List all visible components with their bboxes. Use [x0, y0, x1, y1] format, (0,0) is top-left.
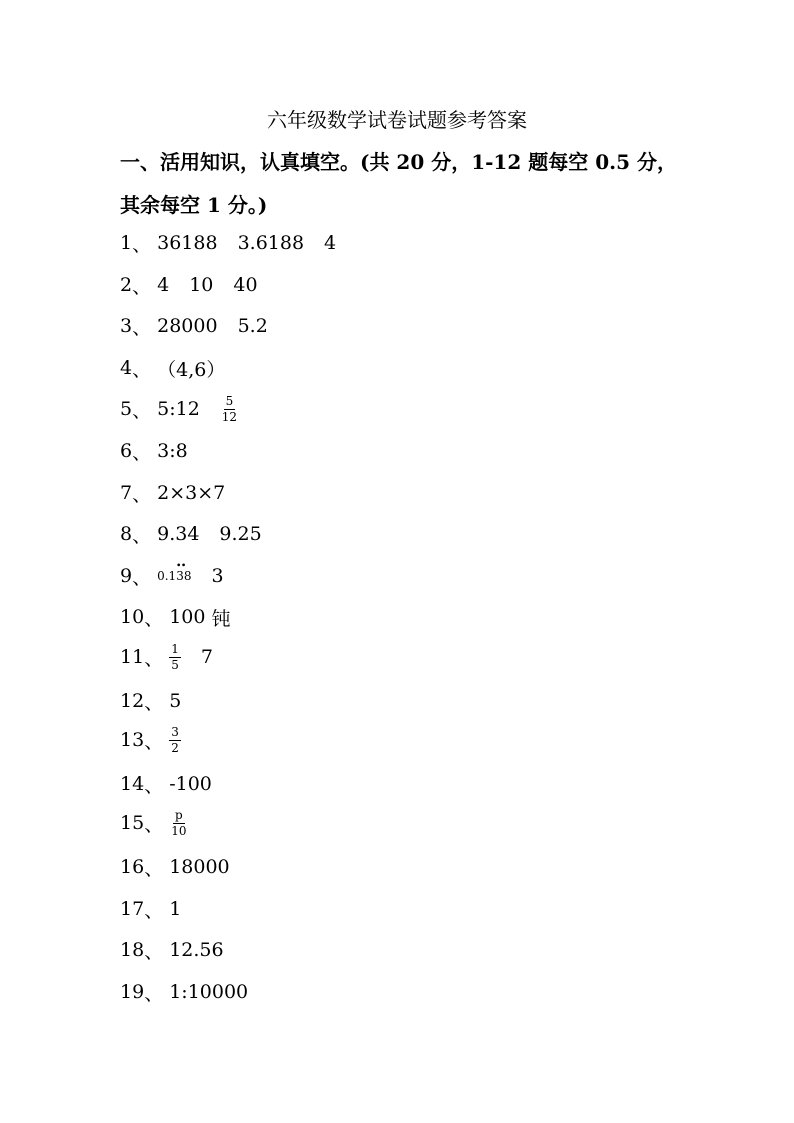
answer-row-8: [120, 519, 262, 549]
answer-number: 3: [120, 315, 133, 337]
answer-number: 19: [120, 981, 145, 1003]
answer-number: 13: [120, 729, 145, 751]
answer-separator: 、: [132, 399, 152, 422]
answer-value: 12.56: [169, 939, 224, 961]
answer-row-12: [120, 686, 181, 716]
answer-row-15: [120, 806, 188, 840]
fraction-denominator: 10: [171, 823, 187, 838]
repeat-dots: ∙∙: [176, 560, 187, 571]
answer-row-18: [120, 935, 224, 965]
answer-separator: 、: [132, 358, 152, 381]
answer-row-19: [120, 977, 248, 1007]
answer-number: 1: [120, 232, 133, 254]
answer-number: 15: [120, 812, 145, 834]
answer-row-1: [120, 228, 336, 258]
answer-separator: 、: [144, 940, 164, 963]
fraction-denominator: 5: [171, 657, 179, 672]
answer-row-3: [120, 311, 268, 341]
answer-value: 36188: [157, 232, 218, 254]
answer-row-13: [120, 723, 181, 757]
answer-separator: 、: [132, 441, 152, 464]
answer-value: 28000: [157, 315, 218, 337]
answer-separator: 、: [144, 982, 164, 1005]
answer-separator: 、: [144, 647, 164, 670]
answer-row-7: [120, 478, 225, 508]
answer-row-9: [120, 561, 224, 591]
answer-row-10: [120, 602, 230, 632]
answer-separator: 、: [144, 691, 164, 714]
answer-row-4: [120, 353, 225, 383]
answer-value: 4: [324, 232, 337, 254]
fraction-numerator: 1: [171, 641, 179, 656]
answer-value: 10: [189, 274, 214, 296]
answer-number: 5: [120, 398, 133, 420]
answer-value: 7: [200, 646, 213, 668]
answer-row-6: [120, 436, 188, 466]
repeating-decimal: [157, 560, 192, 583]
answer-number: 10: [120, 606, 145, 628]
document-title: 六年级数学试卷试题参考答案: [267, 108, 527, 132]
answer-fraction: [169, 726, 181, 755]
answer-number: 6: [120, 440, 133, 462]
answer-separator: 、: [144, 730, 164, 753]
section-heading-line-2: 其余每空 1 分。): [120, 193, 268, 217]
answer-separator: 、: [132, 233, 152, 256]
answer-row-17: [120, 894, 181, 924]
answer-separator: 、: [144, 857, 164, 880]
answer-fraction: [169, 809, 188, 838]
answer-separator: 、: [144, 774, 164, 797]
decimal-prefix: 0.1: [157, 569, 177, 583]
answer-value: 3:8: [157, 440, 188, 462]
answer-value: 1: [169, 898, 182, 920]
fraction-numerator: 3: [171, 724, 179, 739]
answer-number: 14: [120, 773, 145, 795]
answer-value: 9.34: [157, 523, 200, 545]
answer-value: 1:10000: [169, 981, 249, 1003]
answer-value: 5: [169, 690, 182, 712]
answer-number: 17: [120, 898, 145, 920]
answer-fraction: [169, 643, 181, 672]
answer-separator: 、: [144, 813, 164, 836]
fraction-denominator: 2: [171, 740, 179, 755]
answer-number: 9: [120, 565, 133, 587]
fraction-numerator: p: [175, 807, 183, 822]
answer-value: 18000: [169, 856, 230, 878]
answer-number: 2: [120, 274, 133, 296]
answer-value: 100: [169, 606, 206, 628]
fraction-numerator: 5: [225, 393, 234, 408]
answer-separator: 、: [132, 524, 152, 547]
repeating-digits: 38: [176, 569, 192, 583]
answer-number: 8: [120, 523, 133, 545]
answer-number: 16: [120, 856, 145, 878]
answer-value: 3: [211, 565, 224, 587]
answer-separator: 、: [132, 275, 152, 298]
answer-value: 4: [157, 274, 170, 296]
answer-value: 5.2: [237, 315, 268, 337]
answer-separator: 、: [132, 316, 152, 339]
answer-value: 2×3×7: [157, 482, 226, 504]
fraction-denominator: 12: [221, 409, 238, 424]
answer-separator: 、: [132, 483, 152, 506]
answer-value: 5:12: [157, 398, 200, 420]
answer-separator: 、: [132, 566, 152, 589]
answer-row-16: [120, 852, 230, 882]
answer-value: 9.25: [219, 523, 262, 545]
answer-row-11: [120, 640, 213, 674]
answer-number: 7: [120, 482, 133, 504]
answer-number: 11: [120, 646, 145, 668]
answer-separator: 、: [144, 899, 164, 922]
answer-number: 18: [120, 939, 145, 961]
answer-fraction: [220, 395, 239, 424]
answer-value: 3.6188: [237, 232, 305, 254]
answer-number: 4: [120, 357, 133, 379]
answer-value: 40: [233, 274, 258, 296]
answer-value: 钝: [211, 607, 231, 630]
answer-row-14: [120, 769, 212, 799]
answer-separator: 、: [144, 607, 164, 630]
section-heading-line-1: 一、活用知识，认真填空。(共 20 分，1-12 题每空 0.5 分，: [120, 150, 677, 174]
answer-value: -100: [169, 773, 212, 795]
answer-row-5: [120, 392, 239, 426]
answer-row-2: [120, 270, 258, 300]
answer-number: 12: [120, 690, 145, 712]
answer-value: （4,6）: [157, 358, 226, 381]
